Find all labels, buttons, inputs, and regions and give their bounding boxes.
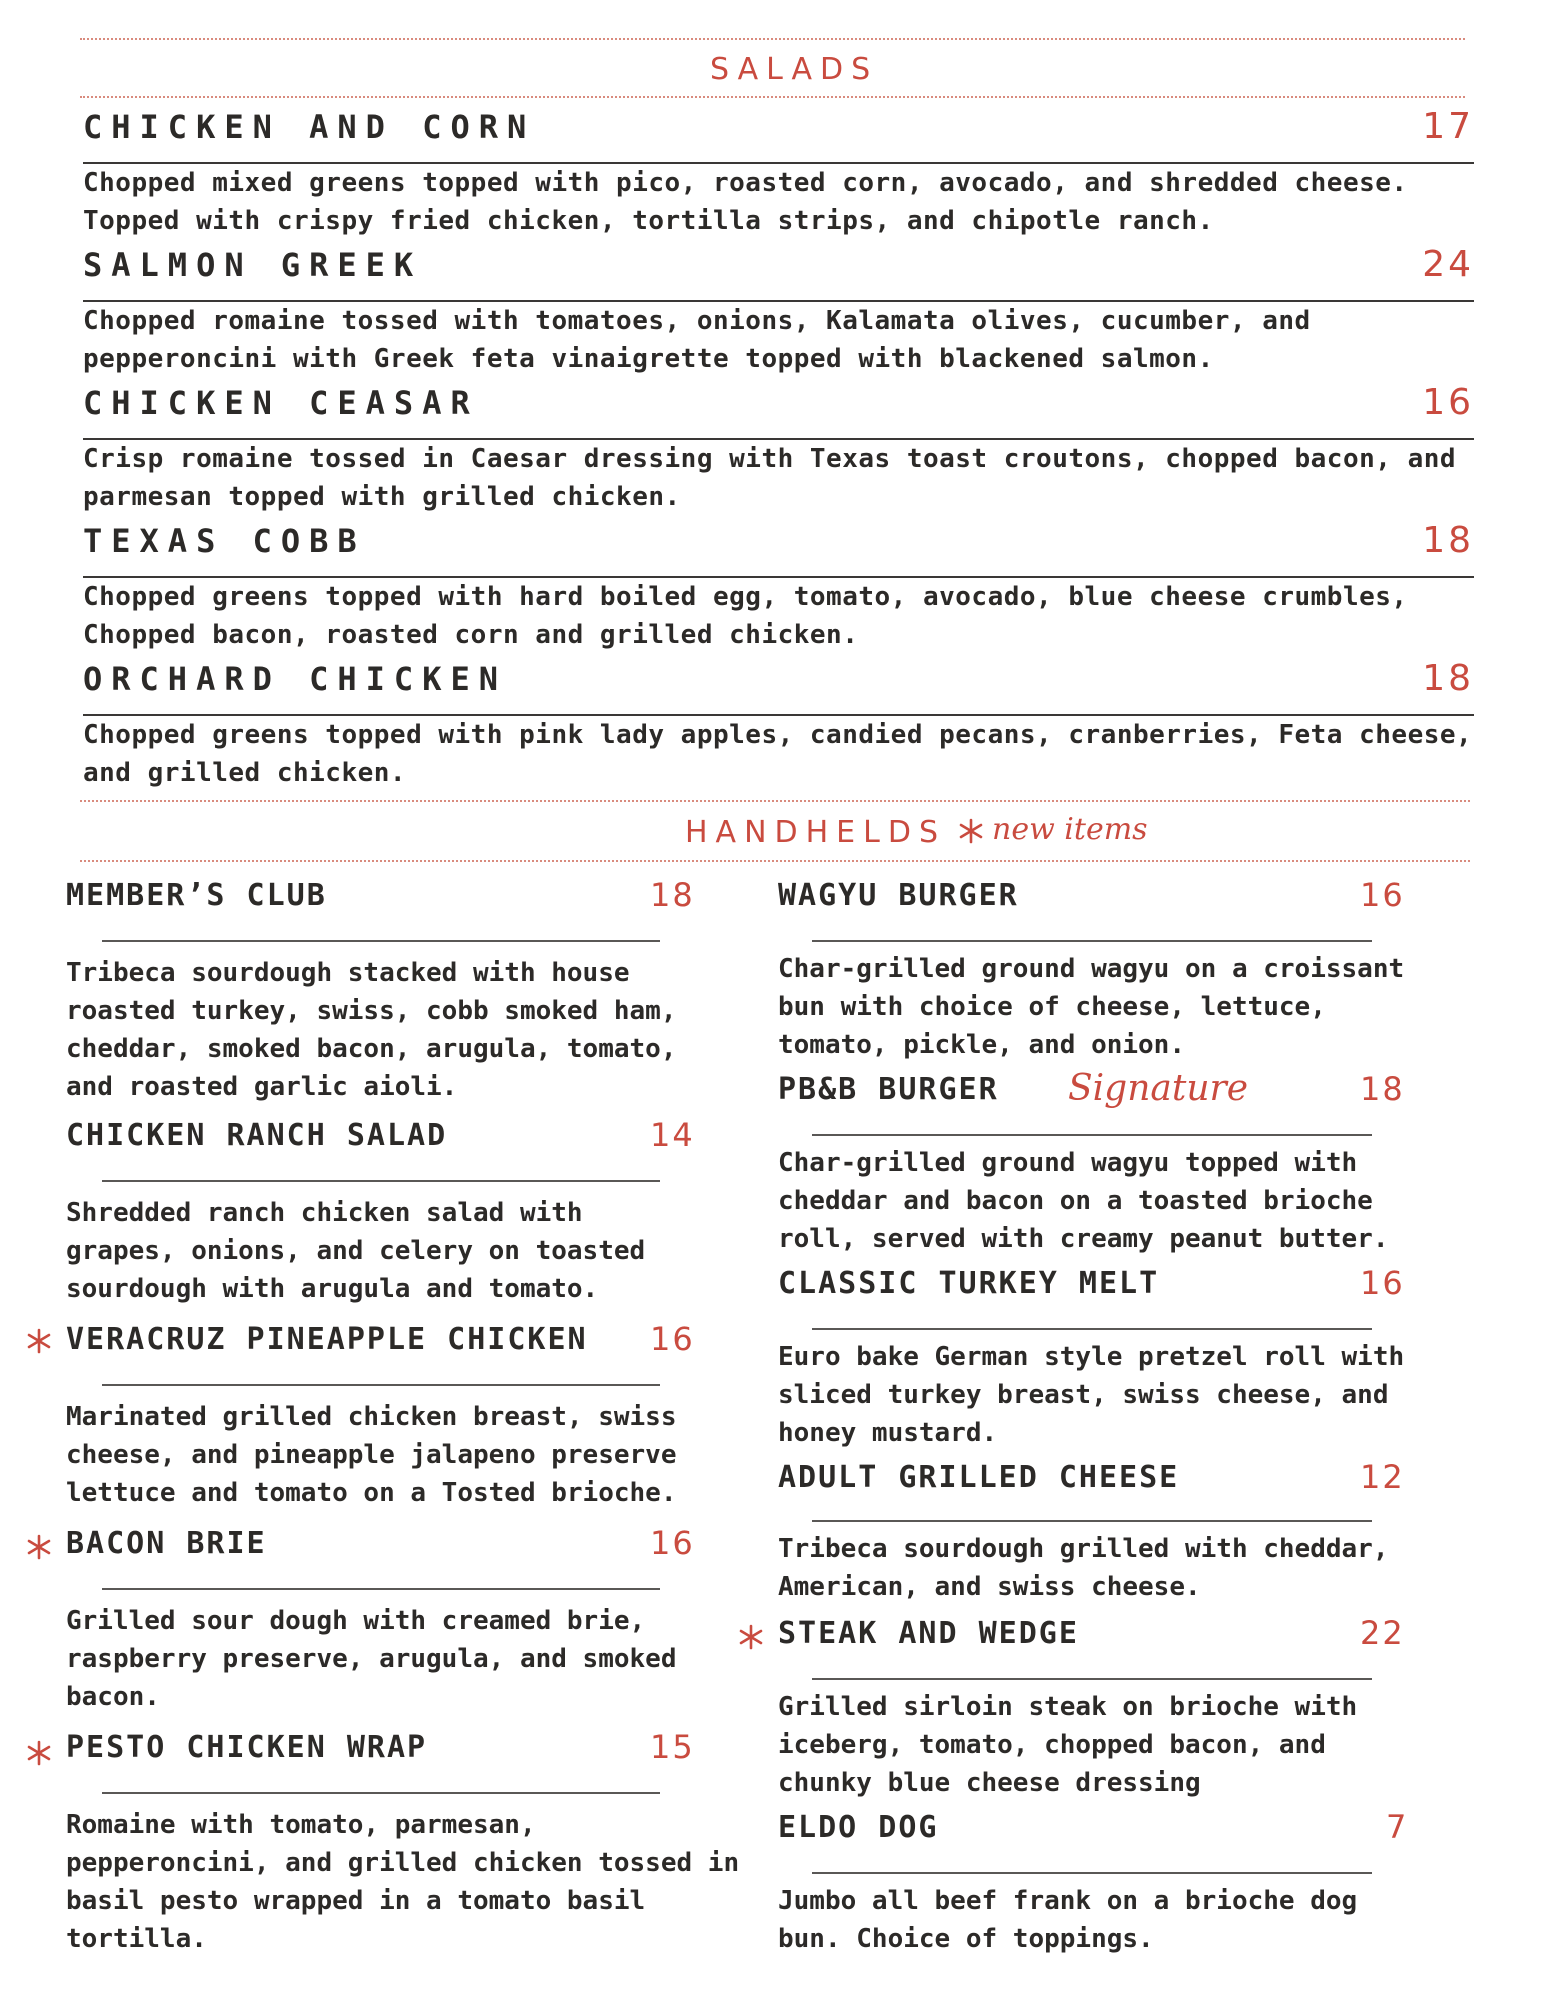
handhelds-bottom-divider bbox=[80, 860, 1470, 862]
handhelds-top-divider bbox=[80, 800, 1470, 802]
handhelds-section-title: HANDHELDS bbox=[685, 815, 946, 850]
handheld-price: 16 bbox=[1360, 1264, 1405, 1302]
handheld-price: 16 bbox=[650, 1320, 695, 1358]
asterisk-star-icon bbox=[738, 1624, 764, 1650]
handheld-description: Char-grilled ground wagyu on a croissant bun with choice of cheese, lettuce, tomato, pickle, and onion. bbox=[778, 954, 1405, 1060]
salad-price: 18 bbox=[1422, 658, 1474, 699]
handheld-name: ELDO DOG bbox=[778, 1810, 939, 1845]
handheld-description: Shredded ranch chicken salad with grapes, onions, and celery on toasted sourdough with arugula and tomato. bbox=[66, 1198, 646, 1304]
handheld-rule bbox=[812, 1328, 1372, 1330]
handheld-price: 18 bbox=[1360, 1070, 1405, 1108]
salads-top-divider bbox=[80, 38, 1465, 40]
salad-description: Chopped mixed greens topped with pico, roasted corn, avocado, and shredded cheese. Topped with crispy fried chicken, tortilla strips, and chipotle ranch. bbox=[83, 168, 1408, 236]
salad-price: 18 bbox=[1422, 520, 1474, 561]
handheld-rule bbox=[102, 940, 660, 942]
salad-description: Crisp romaine tossed in Caesar dressing with Texas toast croutons, chopped bacon, and parmesan topped with grilled chicken. bbox=[83, 444, 1457, 512]
handheld-description: Tribeca sourdough stacked with house roasted turkey, swiss, cobb smoked ham, cheddar, smoked bacon, arugula, tomato, and roasted garlic aioli. bbox=[66, 958, 677, 1102]
handheld-description: Euro bake German style pretzel roll with sliced turkey breast, swiss cheese, and honey mustard. bbox=[778, 1342, 1405, 1448]
signature-note: Signature bbox=[1068, 1068, 1249, 1109]
handheld-name: CHICKEN RANCH SALAD bbox=[66, 1118, 448, 1153]
salad-name: SALMON GREEK bbox=[83, 246, 423, 284]
handheld-description: Tribeca sourdough grilled with cheddar, American, and swiss cheese. bbox=[778, 1534, 1389, 1602]
asterisk-star-icon bbox=[958, 818, 984, 844]
handheld-rule bbox=[102, 1384, 660, 1386]
asterisk-star-icon bbox=[26, 1534, 52, 1560]
handheld-price: 14 bbox=[650, 1116, 695, 1154]
handheld-description: Grilled sirloin steak on brioche with iceberg, tomato, chopped bacon, and chunky blue cheese dressing bbox=[778, 1692, 1358, 1798]
salad-description: Chopped greens topped with hard boiled egg, tomato, avocado, blue cheese crumbles, Chopped bacon, roasted corn and grilled chicken. bbox=[83, 582, 1408, 650]
handheld-price: 22 bbox=[1360, 1614, 1405, 1652]
handheld-description: Char-grilled ground wagyu topped with cheddar and bacon on a toasted brioche roll, served with creamy peanut butter. bbox=[778, 1148, 1389, 1254]
handheld-name: PESTO CHICKEN WRAP bbox=[66, 1730, 428, 1765]
handheld-rule bbox=[812, 940, 1372, 942]
handheld-price: 7 bbox=[1386, 1808, 1409, 1846]
handheld-name: STEAK AND WEDGE bbox=[778, 1616, 1079, 1651]
salad-description: Chopped greens topped with pink lady apples, candied pecans, cranberries, Feta cheese, and grilled chicken. bbox=[83, 720, 1473, 788]
handheld-rule bbox=[812, 1520, 1372, 1522]
handheld-price: 15 bbox=[650, 1728, 695, 1766]
handheld-name: ADULT GRILLED CHEESE bbox=[778, 1460, 1180, 1495]
handheld-name: BACON BRIE bbox=[66, 1526, 267, 1561]
handheld-rule bbox=[102, 1588, 660, 1590]
salad-price: 24 bbox=[1422, 244, 1474, 285]
handheld-name: MEMBER’S CLUB bbox=[66, 878, 327, 913]
salads-section-title: SALADS bbox=[710, 52, 879, 87]
asterisk-star-icon bbox=[26, 1328, 52, 1354]
handheld-rule bbox=[812, 1134, 1372, 1136]
handheld-name: VERACRUZ PINEAPPLE CHICKEN bbox=[66, 1322, 588, 1357]
salad-name: TEXAS COBB bbox=[83, 522, 366, 560]
handheld-description: Grilled sour dough with creamed brie, raspberry preserve, arugula, and smoked bacon. bbox=[66, 1606, 677, 1712]
handheld-description: Marinated grilled chicken breast, swiss cheese, and pineapple jalapeno preserve lettuce and tomato on a Tosted brioche. bbox=[66, 1402, 677, 1508]
handheld-rule bbox=[102, 1180, 660, 1182]
asterisk-star-icon bbox=[26, 1740, 52, 1766]
salad-name: CHICKEN CEASAR bbox=[83, 384, 479, 422]
salad-price: 16 bbox=[1422, 382, 1474, 423]
handheld-name: WAGYU BURGER bbox=[778, 878, 1019, 913]
handheld-description: Jumbo all beef frank on a brioche dog bun. Choice of toppings. bbox=[778, 1886, 1358, 1954]
salad-price: 17 bbox=[1422, 106, 1474, 147]
handheld-rule bbox=[812, 1872, 1372, 1874]
handheld-name: CLASSIC TURKEY MELT bbox=[778, 1266, 1160, 1301]
handheld-rule bbox=[102, 1792, 660, 1794]
salad-name: CHICKEN AND CORN bbox=[83, 108, 536, 146]
handheld-description: Romaine with tomato, parmesan, pepperoncini, and grilled chicken tossed in basil pesto wrapped in a tomato basil tortilla. bbox=[66, 1810, 740, 1954]
handheld-price: 12 bbox=[1360, 1458, 1405, 1496]
handheld-rule bbox=[812, 1678, 1372, 1680]
salad-name: ORCHARD CHICKEN bbox=[83, 660, 507, 698]
salads-bottom-divider bbox=[80, 96, 1465, 98]
handheld-price: 16 bbox=[1360, 876, 1405, 914]
handheld-price: 18 bbox=[650, 876, 695, 914]
new-items-note: new items bbox=[992, 812, 1148, 847]
handheld-price: 16 bbox=[650, 1524, 695, 1562]
salad-description: Chopped romaine tossed with tomatoes, onions, Kalamata olives, cucumber, and pepperoncini with Greek feta vinaigrette topped with blackened salmon. bbox=[83, 306, 1311, 374]
handheld-name: PB&B BURGER bbox=[778, 1072, 999, 1107]
